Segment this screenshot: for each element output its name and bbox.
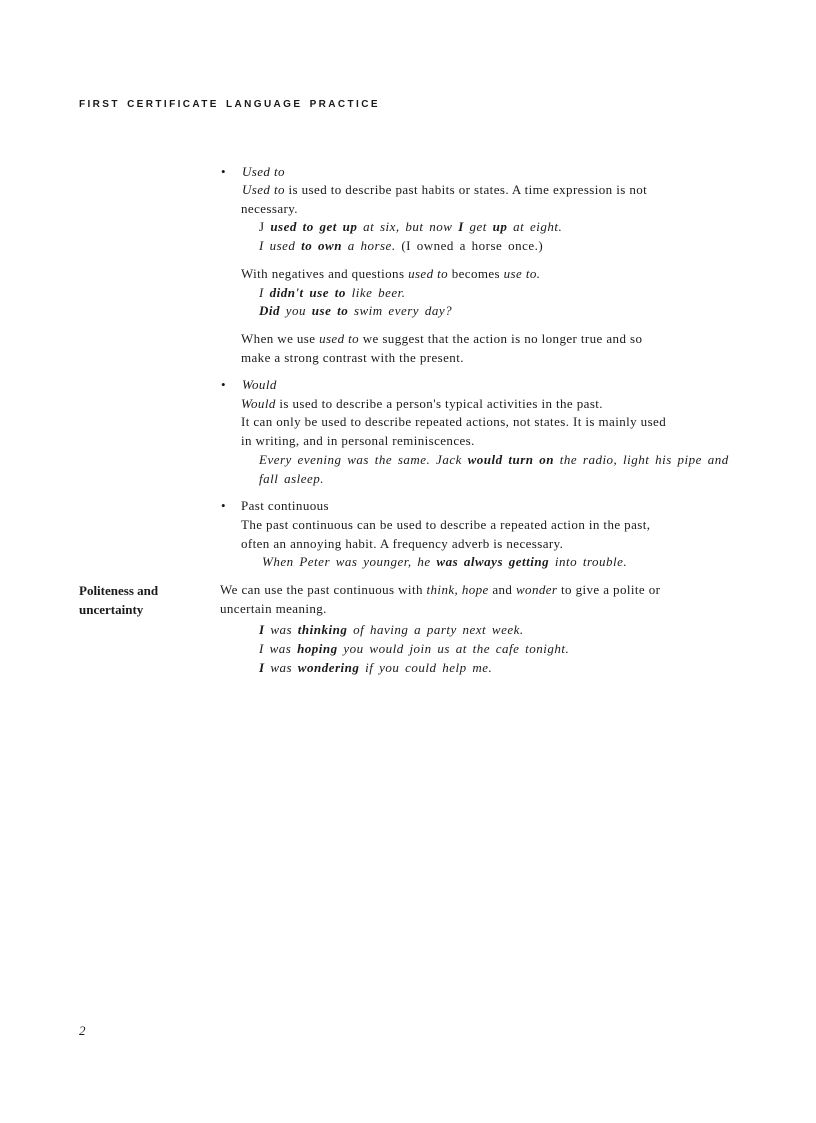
example-used-to-1 [259, 218, 562, 236]
bold-text: was always getting [436, 554, 550, 569]
text: get [463, 219, 493, 234]
example-politeness-3 [259, 659, 492, 677]
bullet-would: • [221, 377, 226, 392]
side-heading-politeness: Politeness and [79, 583, 159, 598]
example-used-to-3 [259, 284, 406, 302]
text: I used [259, 238, 302, 253]
text: J [259, 219, 271, 234]
past-continuous-desc-line-2: often an annoying habit. A frequency adverb is necessary. [241, 536, 564, 551]
example-used-to-4 [259, 302, 452, 320]
would-desc-line-3: in writing, and in personal reminiscences. [241, 433, 475, 448]
example-would-2: fall asleep. [259, 471, 325, 486]
bullet-past-continuous: • [221, 498, 226, 513]
heading-would: Would [242, 377, 277, 392]
text: if you could help me. [359, 660, 493, 675]
text: Every evening was the same. Jack [259, 452, 468, 467]
text: With negatives and questions [241, 266, 409, 281]
used-to-negatives [241, 265, 540, 283]
used-to-desc-line-2: necessary. [241, 201, 298, 216]
example-politeness-2 [259, 640, 569, 658]
bold-text: to own [301, 238, 342, 253]
text: we suggest that the action is no longer true and so [359, 331, 643, 346]
page-number: 2 [79, 1023, 86, 1038]
text: and [488, 582, 516, 597]
text: We can use the past continuous with [220, 582, 427, 597]
term: wonder [515, 582, 558, 597]
bold-text: didn't use to [269, 285, 346, 300]
term: used to [319, 331, 360, 346]
bold-text: I [259, 622, 265, 637]
bold-text: thinking [297, 622, 348, 637]
term: Used to [242, 182, 285, 197]
term: Would [241, 396, 276, 411]
text: When we use [241, 331, 320, 346]
politeness-desc-line-2: uncertain meaning. [220, 601, 327, 616]
bold-text: would turn on [467, 452, 554, 467]
text: was [264, 660, 298, 675]
text: swim every day? [348, 303, 453, 318]
side-heading-uncertainty: uncertainty [79, 602, 144, 617]
used-to-when-line-1 [241, 330, 642, 348]
text: at six, but now [357, 219, 459, 234]
running-head: FIRST CERTIFICATE LANGUAGE PRACTICE [79, 99, 380, 110]
bold-text: Did [259, 303, 280, 318]
bold-text: wondering [297, 660, 360, 675]
text: becomes [448, 266, 504, 281]
text: a horse. [341, 238, 396, 253]
bold-text: I [458, 219, 464, 234]
text: you [280, 303, 312, 318]
example-past-continuous-1 [262, 553, 627, 571]
would-desc-line-1 [241, 395, 603, 413]
example-politeness-1 [259, 621, 524, 639]
text: I was [259, 641, 298, 656]
text: the radio, light his pipe and [554, 452, 729, 467]
example-would-1 [259, 451, 729, 469]
text: you would join us at the cafe tonight. [337, 641, 570, 656]
text: into trouble. [549, 554, 628, 569]
text: is used to describe a person's typical activities in the past. [275, 396, 603, 411]
term: used to [408, 266, 449, 281]
past-continuous-desc-line-1: The past continuous can be used to describe a repeated action in the past, [241, 517, 651, 532]
bold-text: up [492, 219, 508, 234]
politeness-desc-line-1 [220, 581, 660, 599]
text: like beer. [345, 285, 406, 300]
example-used-to-2 [259, 237, 543, 255]
would-desc-line-2: It can only be used to describe repeated actions, not states. It is mainly used [241, 414, 667, 429]
text: When Peter was younger, he [262, 554, 437, 569]
bold-text: use to [311, 303, 349, 318]
term: think, [426, 582, 459, 597]
heading-past-continuous: Past continuous [241, 498, 329, 513]
heading-used-to: Used to [242, 164, 285, 179]
term: hope [461, 582, 489, 597]
text: to give a polite or [557, 582, 661, 597]
text: was [264, 622, 298, 637]
text: is used to describe past habits or states. A time expression is not [284, 182, 648, 197]
text: I [259, 285, 270, 300]
text: of having a party next week. [347, 622, 524, 637]
term: use to. [503, 266, 541, 281]
bold-text: I [259, 660, 265, 675]
text: at eight. [507, 219, 563, 234]
bold-text: used to get up [270, 219, 358, 234]
bold-text: hoping [297, 641, 338, 656]
used-to-when-line-2: make a strong contrast with the present. [241, 350, 464, 365]
bullet-used-to: • [221, 164, 226, 179]
text: (I owned a horse once.) [395, 238, 544, 253]
used-to-desc-line-1 [242, 181, 647, 199]
